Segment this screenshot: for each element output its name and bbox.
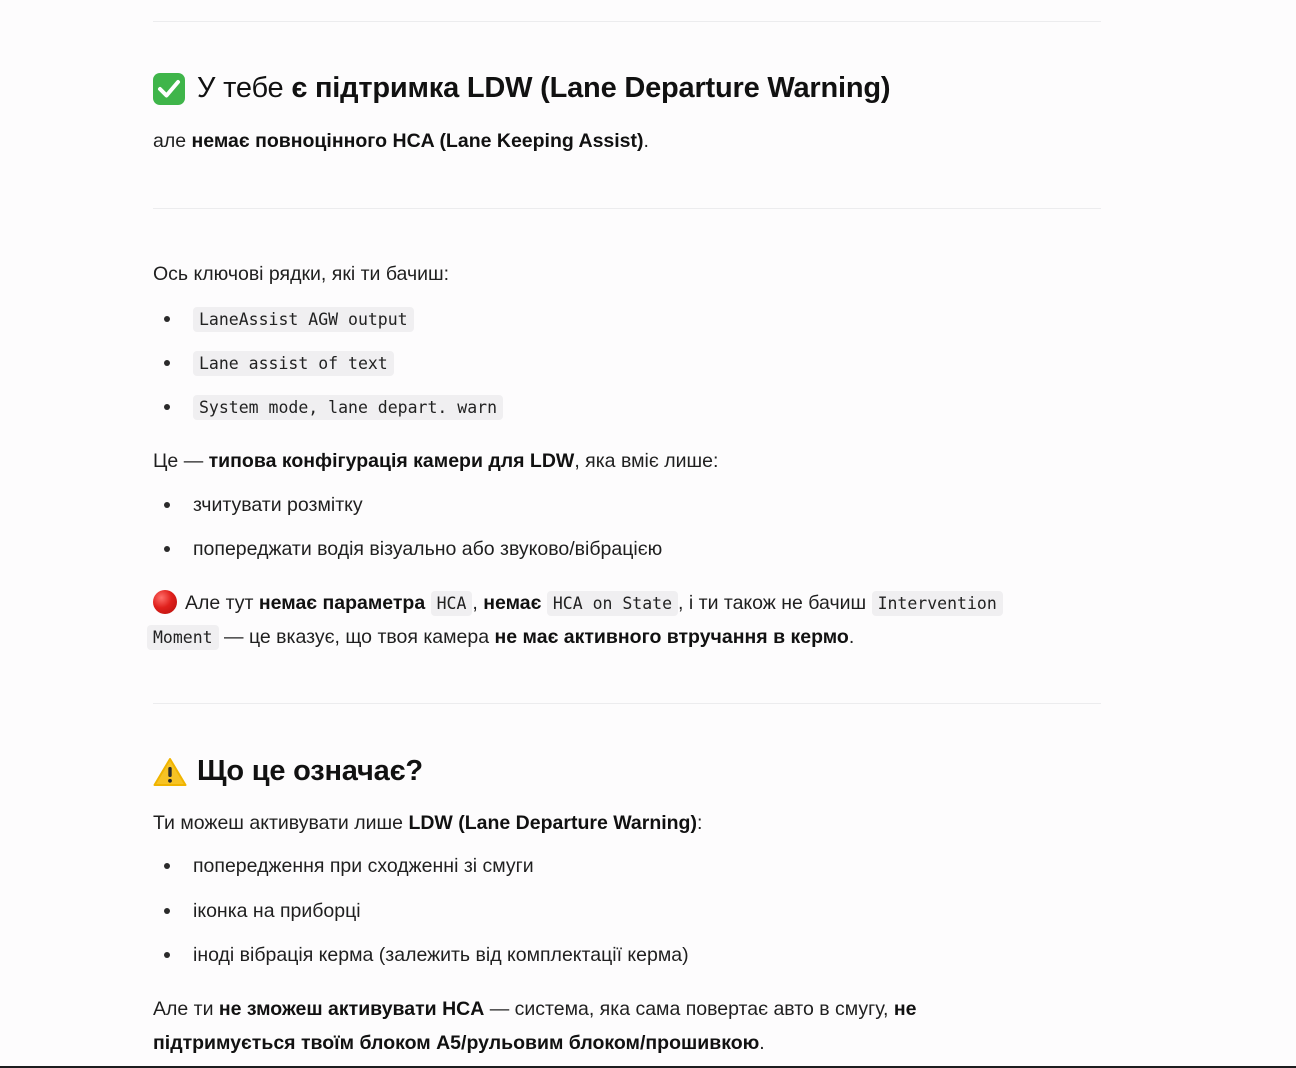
divider-1 — [153, 208, 1101, 209]
code-intervention: Intervention — [872, 591, 1003, 616]
list-item — [153, 532, 662, 566]
bullet-dot — [164, 908, 170, 914]
warning-bold: немає — [483, 592, 542, 614]
code-item: Lane assist of text — [193, 351, 394, 376]
intro-prefix: Ти можеш активувати лише — [153, 812, 409, 834]
warning-bold: немає параметра — [258, 592, 426, 614]
meaning-item-text: попередження при сходженні зі смуги — [193, 854, 534, 877]
summary-bold: типова конфігурація камери для LDW — [208, 450, 575, 472]
warning-bold: не має активного втручання в кермо — [494, 626, 849, 648]
section-meaning-heading — [153, 755, 1113, 788]
ability-text: зчитувати розмітку — [193, 493, 363, 516]
list-item — [153, 346, 394, 380]
meaning-intro — [153, 806, 1113, 840]
bullet-dot — [164, 360, 170, 366]
meaning-heading-text: Що це означає? — [197, 755, 423, 787]
bullet-dot — [164, 502, 170, 508]
final-bold: не — [893, 998, 917, 1020]
meaning-heading — [153, 755, 1113, 788]
warning-text: , і ти також не бачиш — [678, 592, 872, 614]
heading-bold: є підтримка LDW (Lane Departure Warning) — [291, 72, 891, 104]
final-middle: — система, яка сама повертає авто в смугу, — [484, 998, 894, 1020]
code-item: System mode, lane depart. warn — [193, 395, 503, 420]
bullet-dot — [164, 863, 170, 869]
subtitle-prefix: але — [153, 130, 192, 152]
bullet-dot — [164, 546, 170, 552]
final-suffix: . — [759, 1032, 765, 1054]
summary-suffix: , яка вміє лише: — [574, 450, 719, 472]
check-mark-button-icon — [153, 73, 185, 105]
code-hca: HCA — [431, 591, 473, 616]
hca-warning-paragraph-line2 — [153, 620, 1113, 655]
list-item — [153, 390, 503, 424]
final-bold: підтримується твоїм блоком A5/рульовим блоком/прошивкою — [153, 1032, 760, 1054]
list-item — [153, 302, 414, 336]
meaning-item-text: іконка на приборці — [193, 899, 361, 922]
camera-config-summary — [153, 444, 1113, 478]
hca-conclusion-line2 — [153, 1026, 1113, 1060]
code-hca-on-state: HCA on State — [547, 591, 678, 616]
intro-suffix: : — [696, 812, 703, 834]
subtitle-bold: немає повноцінного HCA (Lane Keeping Assist) — [191, 130, 644, 152]
bullet-dot — [164, 952, 170, 958]
final-bold: не зможеш активувати HCA — [218, 998, 485, 1020]
warning-text: . — [848, 626, 855, 648]
divider-2 — [153, 703, 1101, 704]
warning-text: , — [472, 592, 484, 614]
support-subtitle — [153, 124, 1113, 158]
support-heading — [153, 72, 1113, 105]
summary-prefix: Це — — [153, 450, 209, 472]
bullet-dot — [164, 404, 170, 410]
intro-bold: LDW (Lane Departure Warning) — [408, 812, 697, 834]
warning-text: — це вказує, що твоя камера — [218, 626, 495, 648]
ability-text: попереджати водія візуально або звуково/вібрацією — [193, 537, 663, 560]
code-item: LaneAssist AGW output — [193, 307, 414, 332]
list-item — [153, 849, 534, 883]
heading-prefix: У тебе — [197, 72, 284, 104]
list-item — [153, 938, 689, 972]
warning-text: Але тут — [185, 592, 259, 614]
bullet-dot — [164, 316, 170, 322]
subtitle-suffix: . — [643, 130, 649, 152]
hca-warning-paragraph — [153, 586, 1113, 621]
warning-sign-icon — [153, 757, 187, 787]
red-circle-icon — [153, 590, 177, 614]
list-item — [153, 894, 361, 928]
code-moment: Moment — [147, 625, 219, 650]
section-support-heading — [153, 72, 1113, 105]
meaning-item-text: іноді вібрація керма (залежить від комплектації керма) — [193, 943, 689, 966]
key-lines-intro: Ось ключові рядки, які ти бачиш: — [153, 263, 450, 285]
top-divider — [153, 21, 1101, 22]
hca-conclusion — [153, 992, 1113, 1026]
list-item — [153, 488, 363, 522]
final-prefix: Але ти — [153, 998, 219, 1020]
